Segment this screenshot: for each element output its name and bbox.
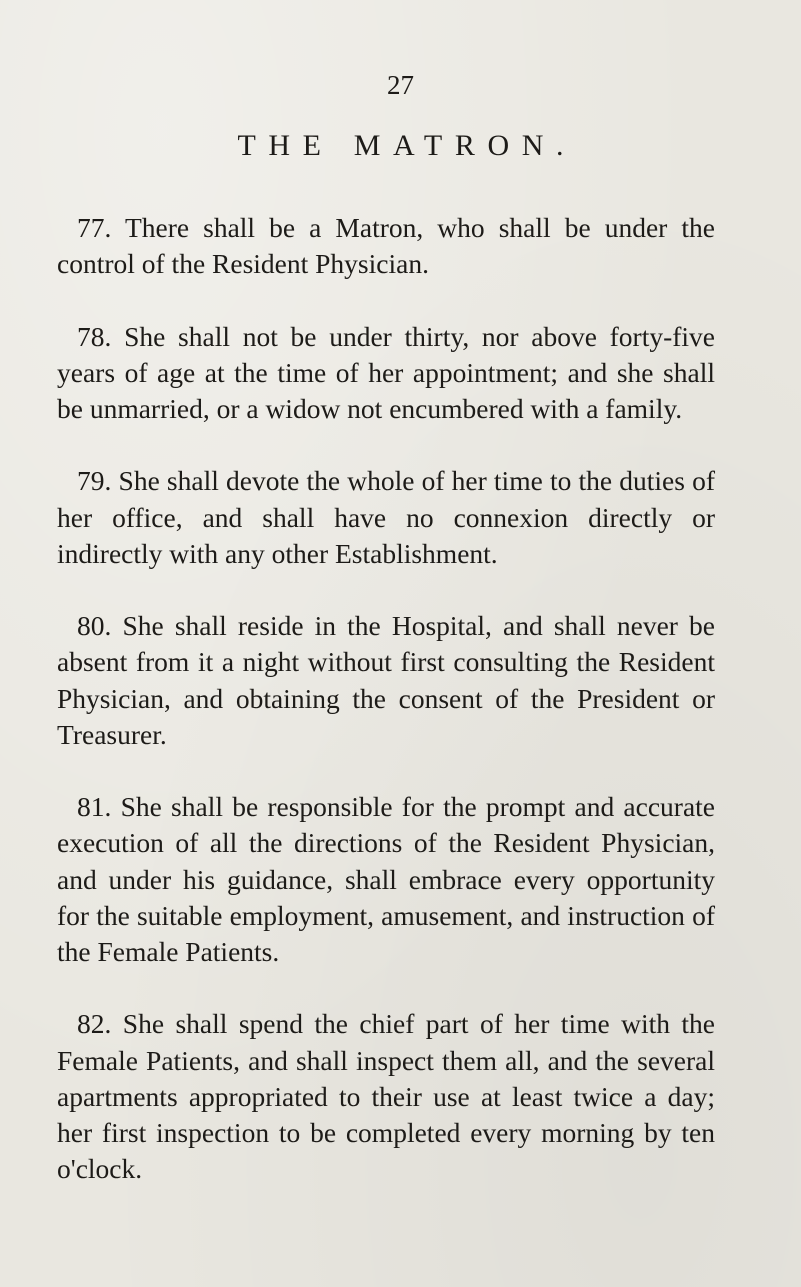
paragraph-81 bbox=[57, 789, 715, 970]
paragraph-number: 79. bbox=[77, 465, 112, 497]
paragraph-text: She shall not be under thirty, nor above forty-five years of age at the time of her appointment; and she shall be unmarried, or a widow not encumbered with a family. bbox=[57, 320, 715, 424]
paragraph-number: 82. bbox=[77, 1008, 112, 1040]
paragraph-number: 77. bbox=[77, 212, 112, 243]
paragraph-number: 80. bbox=[77, 610, 112, 642]
paragraph-78 bbox=[57, 319, 715, 428]
body-text bbox=[57, 210, 715, 1224]
paragraph-79 bbox=[57, 463, 715, 572]
paragraph-text: She shall be responsible for the prompt and accurate execution of all the directions of the Resident Physician, and under his guidance, shall embrace every opportunity for the suitable employment, amusement, and instruction of the Female Patients. bbox=[57, 791, 716, 967]
paragraph-77 bbox=[57, 210, 715, 282]
paragraph-80 bbox=[57, 608, 715, 753]
paragraph-text: There shall be a Matron, who shall be under the control of the Resident Physician. bbox=[57, 212, 715, 280]
paragraph-82 bbox=[57, 1006, 715, 1187]
paragraph-text: She shall reside in the Hospital, and shall never be absent from it a night without first consulting the Resident Physician, and obtaining the consent of the President or Treasurer. bbox=[57, 610, 715, 750]
paragraph-number: 78. bbox=[77, 320, 112, 352]
paragraph-number: 81. bbox=[77, 791, 112, 823]
section-title: THE MATRON. bbox=[237, 129, 577, 162]
page-number: 27 bbox=[387, 70, 414, 100]
paragraph-text: She shall devote the whole of her time to the duties of her office, and shall have no connexion directly or indirectly with any other Establishment. bbox=[57, 465, 715, 569]
paragraph-text: She shall spend the chief part of her time with the Female Patients, and shall inspect them all, and the several apartments appropriated to their use at least twice a day; her first inspection to be completed every morning by ten o'clock. bbox=[57, 1008, 715, 1185]
